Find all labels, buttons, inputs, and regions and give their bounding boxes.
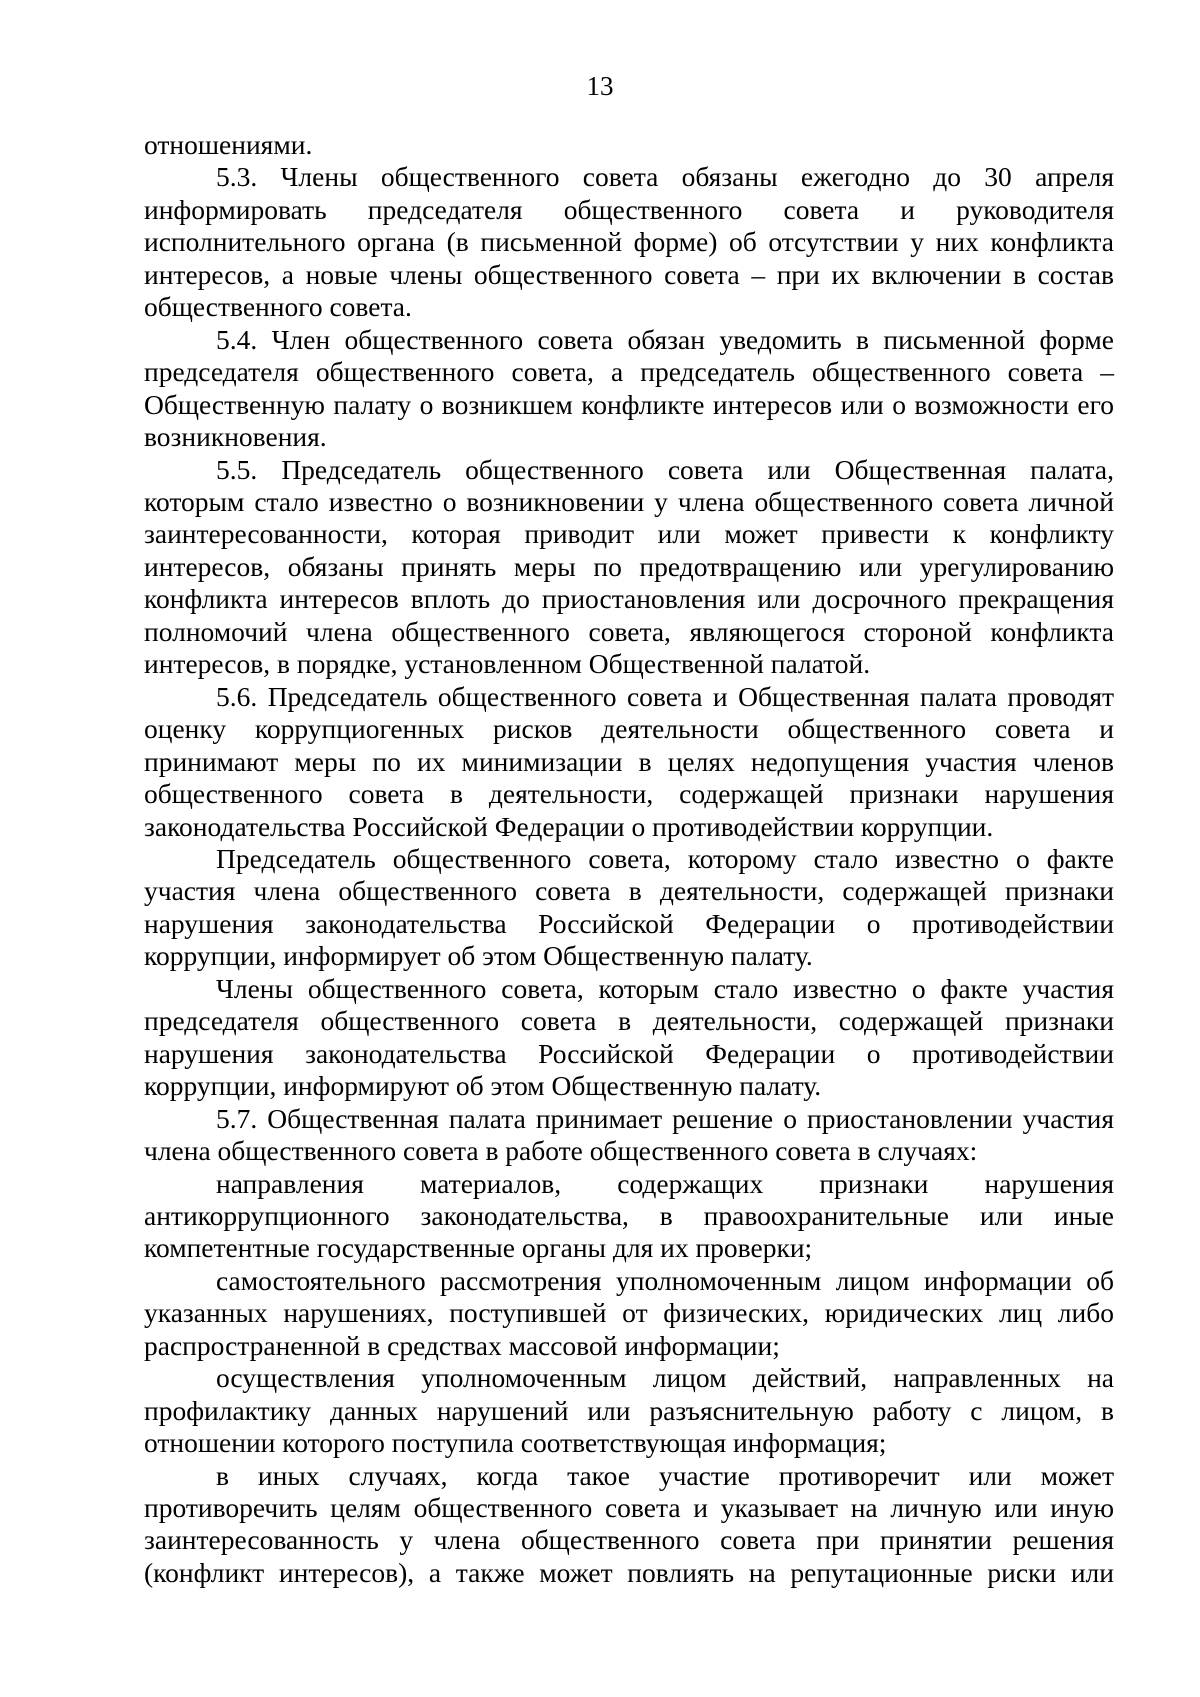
paragraph-5-6: 5.6. Председатель общественного совета и Общественная палата проводят оценку коррупциогенных рисков деятельности общественного совета и принимают меры по их минимизации в целях недопущения участия членов общественного совета в деятельности, содержащей признаки нарушения законодательства Российской Федерации о противодействии коррупции. (144, 680, 1114, 842)
page-number: 13 (586, 71, 614, 101)
paragraph-5-3: 5.3. Члены общественного совета обязаны ежегодно до 30 апреля информировать председателя общественного совета и руководителя исполнительного органа (в письменной форме) об отсутствии у них конфликта интересов, а новые члены общественного совета – при их включении в состав общественного совета. (144, 161, 1114, 323)
list-item: осуществления уполномоченным лицом действий, направленных на профилактику данных нарушений или разъяснительную работу с лицом, в отношении которого поступила соответствующая информация; (144, 1362, 1114, 1459)
list-item: самостоятельного рассмотрения уполномоченным лицом информации об указанных нарушениях, поступившей от физических, юридических лиц либо распространенной в средствах массовой информации; (144, 1264, 1114, 1361)
paragraph: Члены общественного совета, которым стало известно о факте участия председателя общественного совета в деятельности, содержащей признаки нарушения законодательства Российской Федерации о противодействии коррупции, информируют об этом Общественную палату. (144, 972, 1114, 1102)
paragraph: отношениями. (144, 129, 313, 160)
list-item: направления материалов, содержащих признаки нарушения антикоррупционного законодательства, в правоохранительные или иные компетентные государственные органы для их проверки; (144, 1167, 1114, 1264)
list-item: в иных случаях, когда такое участие противоречит или может противоречить целям общественного совета и указывает на личную или иную заинтересованность у члена общественного совета при принятии решения (конфликт интересов), а также может повлиять на репутационные риски или (144, 1459, 1114, 1588)
paragraph-5-4: 5.4. Член общественного совета обязан уведомить в письменной форме председателя общественного совета, а председатель общественного совета – Общественную палату о возникшем конфликте интересов или о возможности его возникновения. (144, 323, 1114, 453)
document-body (144, 129, 1114, 1589)
paragraph-5-5: 5.5. Председатель общественного совета или Общественная палата, которым стало известно о возникновении у члена общественного совета личной заинтересованности, которая приводит или может привести к конфликту интересов, обязаны принять меры по предотвращению или урегулированию конфликта интересов вплоть до приостановления или досрочного прекращения полномочий члена общественного совета, являющегося стороной конфликта интересов, в порядке, установленном Общественной палатой. (144, 453, 1114, 680)
paragraph-5-7: 5.7. Общественная палата принимает решение о приостановлении участия члена общественного совета в работе общественного совета в случаях: (144, 1102, 1114, 1167)
paragraph: Председатель общественного совета, которому стало известно о факте участия члена общественного совета в деятельности, содержащей признаки нарушения законодательства Российской Федерации о противодействии коррупции, информирует об этом Общественную палату. (144, 842, 1114, 972)
